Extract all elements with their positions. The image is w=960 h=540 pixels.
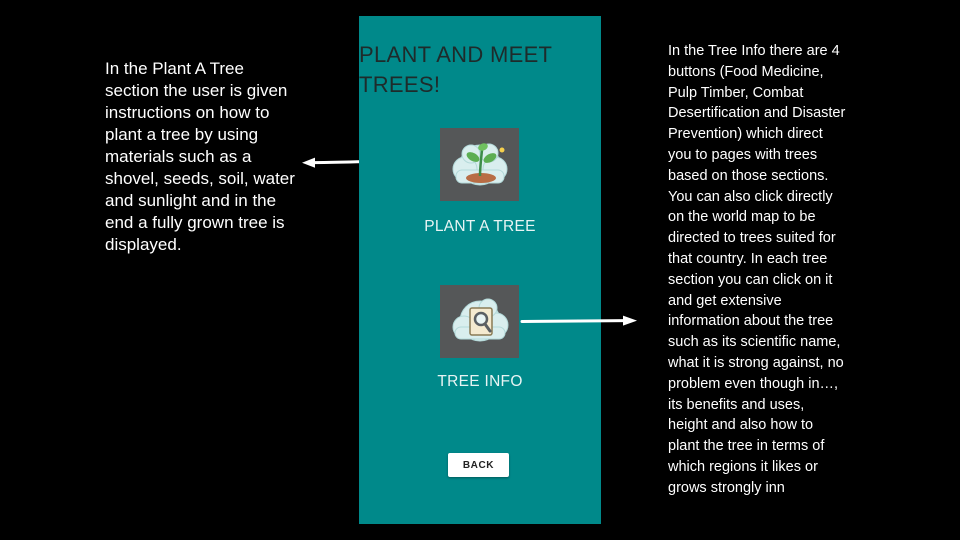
annotation-line: what it is strong against, no <box>668 354 844 371</box>
annotation-line: and get extensive <box>668 292 782 309</box>
annotation-line: plant the tree in terms of <box>668 438 825 455</box>
annotation-line: Pulp Timber, Combat <box>668 84 804 101</box>
annotation-line: problem even though in…, <box>668 375 839 392</box>
seedling-icon <box>440 128 519 201</box>
title-line: PLANT AND MEET <box>359 42 553 67</box>
app-screen <box>359 16 601 524</box>
annotation-line: displayed. <box>105 235 182 254</box>
plant-a-tree-button[interactable] <box>440 128 519 201</box>
annotation-line: directed to trees suited for <box>668 230 836 247</box>
annotation-line: on the world map to be <box>668 209 816 226</box>
annotation-line: materials such as a <box>105 147 252 166</box>
annotation-line: and sunlight and in the <box>105 191 277 210</box>
annotation-line: you to pages with trees <box>668 146 818 163</box>
title-line: TREES! <box>359 72 441 97</box>
tree-info-label[interactable]: TREE INFO <box>437 373 523 390</box>
plant-a-tree-label[interactable]: PLANT A TREE <box>424 218 536 235</box>
back-button[interactable]: BACK <box>448 453 509 477</box>
tree-info-annotation <box>668 41 883 499</box>
annotation-line: based on those sections. <box>668 167 829 184</box>
tree-info-button[interactable] <box>440 285 519 358</box>
annotation-line: such as its scientific name, <box>668 334 841 351</box>
annotation-line: instructions on how to <box>105 103 270 122</box>
annotation-line: Desertification and Disaster <box>668 105 846 122</box>
page-title <box>359 40 552 100</box>
annotation-line: section the user is given <box>105 81 288 100</box>
annotation-line: that country. In each tree <box>668 250 828 267</box>
annotation-line: In the Plant A Tree <box>105 59 244 78</box>
right-arrow-icon <box>520 311 640 331</box>
annotation-line: Prevention) which direct <box>668 126 823 143</box>
annotation-line: which regions it likes or <box>668 458 818 475</box>
annotation-line: information about the tree <box>668 313 834 330</box>
annotation-line: In the Tree Info there are 4 <box>668 43 840 59</box>
annotation-line: section you can click on it <box>668 271 833 288</box>
annotation-line: buttons (Food Medicine, <box>668 63 824 80</box>
annotation-line: shovel, seeds, soil, water <box>105 169 295 188</box>
annotation-line: height and also how to <box>668 417 814 434</box>
plant-a-tree-annotation <box>105 58 320 256</box>
annotation-line: You can also click directly <box>668 188 833 205</box>
magnifier-icon <box>440 285 519 358</box>
annotation-line: its benefits and uses, <box>668 396 805 413</box>
annotation-line: end a fully grown tree is <box>105 213 285 232</box>
annotation-line: plant a tree by using <box>105 125 259 144</box>
annotation-line: grows strongly inn <box>668 479 785 496</box>
